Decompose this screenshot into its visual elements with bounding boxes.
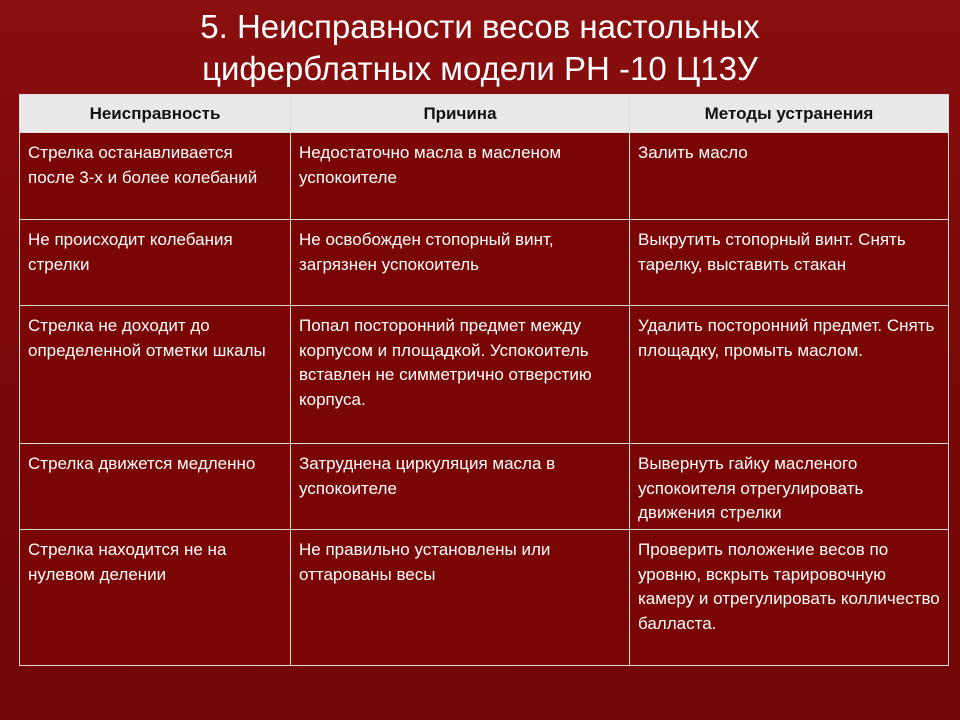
fault-cell: Стрелка останавливается после 3-х и более колебаний: [20, 133, 291, 220]
slide-title-line-1: 5. Неисправности весов настольных: [200, 8, 760, 45]
slide-title: [0, 6, 960, 90]
fix-cell: Залить масло: [630, 133, 949, 220]
fault-cell: Не происходит колебания стрелки: [20, 220, 291, 306]
header-cause: Причина: [291, 95, 630, 133]
header-fix: Методы устранения: [630, 95, 949, 133]
table-row: [20, 306, 949, 444]
cause-cell: Затруднена циркуляция масла в успокоителе: [291, 444, 630, 530]
header-fault: Неисправность: [20, 95, 291, 133]
cause-cell: Попал посторонний предмет между корпусом и площадкой. Успокоитель вставлен не симметрично отверстию корпуса.: [291, 306, 630, 444]
cause-cell: Недостаточно масла в масленом успокоителе: [291, 133, 630, 220]
fault-cell: Стрелка находится не на нулевом делении: [20, 530, 291, 666]
cause-cell: Не правильно установлены или оттарованы весы: [291, 530, 630, 666]
fault-cell: Стрелка движется медленно: [20, 444, 291, 530]
slide-title-line-2: циферблатных модели РН -10 Ц13У: [202, 50, 758, 87]
table-row: [20, 220, 949, 306]
fix-cell: Проверить положение весов по уровню, вскрыть тарировочную камеру и отрегулировать колличество балласта.: [630, 530, 949, 666]
faults-table: [19, 94, 949, 666]
cause-cell: Не освобожден стопорный винт, загрязнен успокоитель: [291, 220, 630, 306]
table-row: [20, 444, 949, 530]
header-row: [20, 95, 949, 133]
fix-cell: Удалить посторонний предмет. Снять площадку, промыть маслом.: [630, 306, 949, 444]
fault-cell: Стрелка не доходит до определенной отметки шкалы: [20, 306, 291, 444]
fix-cell: Вывернуть гайку масленого успокоителя отрегулировать движения стрелки: [630, 444, 949, 530]
table-row: [20, 133, 949, 220]
table-row: [20, 530, 949, 666]
fix-cell: Выкрутить стопорный винт. Снять тарелку, выставить стакан: [630, 220, 949, 306]
